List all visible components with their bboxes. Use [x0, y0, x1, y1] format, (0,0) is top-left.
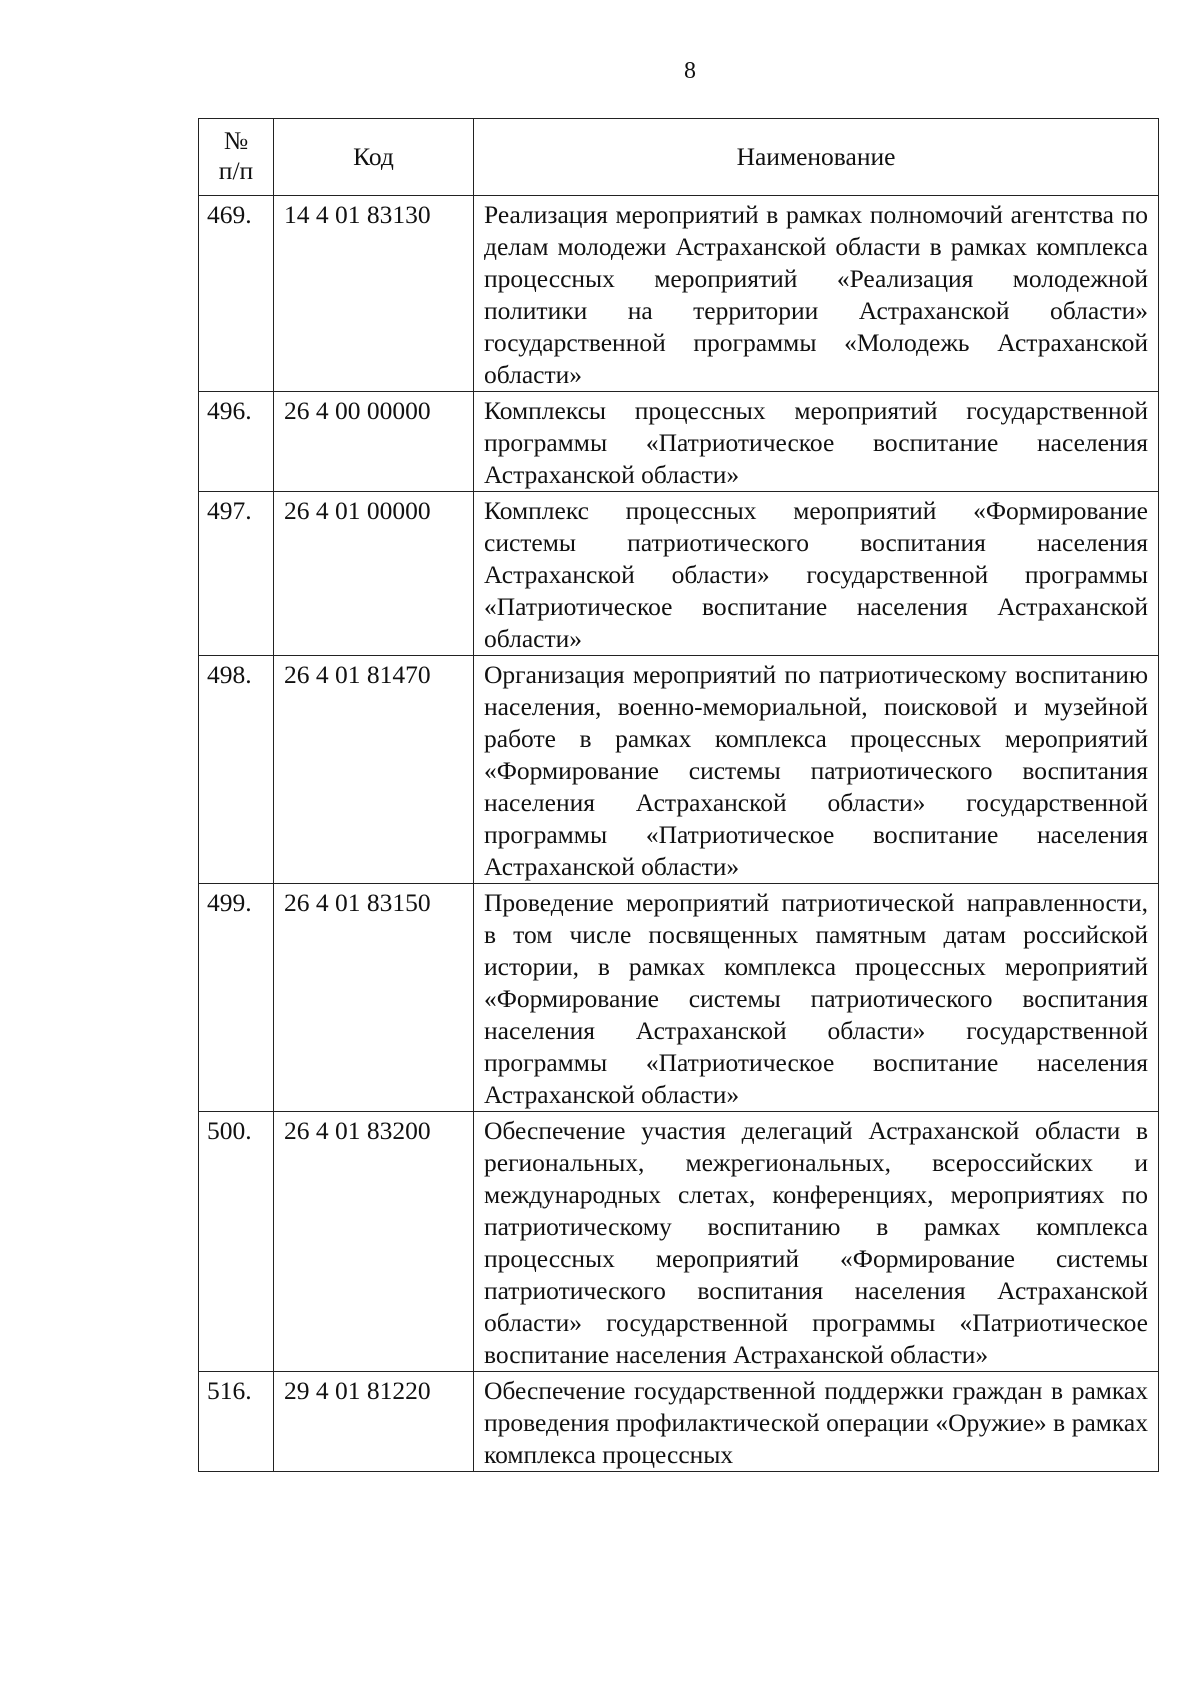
row-number: 497.	[199, 492, 274, 656]
row-number: 500.	[199, 1112, 274, 1372]
row-code: 26 4 01 00000	[274, 492, 474, 656]
row-code: 26 4 00 00000	[274, 392, 474, 492]
row-name: Организация мероприятий по патриотическому воспитанию населения, военно-мемориальной, поисковой и музейной работе в рамках комплекса процессных мероприятий «Формирование системы патриотического воспитания населения Астраханской области» государственной программы «Патриотическое воспитание населения Астраханской области»	[474, 656, 1159, 884]
header-code: Код	[274, 119, 474, 196]
header-number-abbr: п/п	[218, 156, 254, 185]
row-number: 498.	[199, 656, 274, 884]
row-name: Проведение мероприятий патриотической направленности, в том числе посвященных памятным датам российской истории, в рамках комплекса процессных мероприятий «Формирование системы патриотического воспитания населения Астраханской области» государственной программы «Патриотическое воспитание населения Астраханской области»	[474, 884, 1159, 1112]
row-code: 26 4 01 83150	[274, 884, 474, 1112]
row-name: Обеспечение государственной поддержки граждан в рамках проведения профилактической операции «Оружие» в рамках комплекса процессных	[474, 1372, 1159, 1472]
budget-code-table	[198, 118, 1159, 1472]
row-code: 26 4 01 83200	[274, 1112, 474, 1372]
header-number	[199, 119, 274, 196]
row-number: 496.	[199, 392, 274, 492]
table-row	[199, 656, 1159, 884]
table-row	[199, 1372, 1159, 1472]
page-number: 8	[684, 58, 696, 84]
header-number-symbol: №	[223, 126, 249, 155]
row-number: 516.	[199, 1372, 274, 1472]
row-number: 469.	[199, 196, 274, 392]
header-name: Наименование	[474, 119, 1159, 196]
table-row	[199, 392, 1159, 492]
table-header-row	[199, 119, 1159, 196]
table-row	[199, 196, 1159, 392]
row-name: Комплексы процессных мероприятий государственной программы «Патриотическое воспитание населения Астраханской области»	[474, 392, 1159, 492]
table-row	[199, 1112, 1159, 1372]
row-name: Реализация мероприятий в рамках полномочий агентства по делам молодежи Астраханской области в рамках комплекса процессных мероприятий «Реализация молодежной политики на территории Астраханской области» государственной программы «Молодежь Астраханской области»	[474, 196, 1159, 392]
table-row	[199, 884, 1159, 1112]
row-name: Комплекс процессных мероприятий «Формирование системы патриотического воспитания населения Астраханской области» государственной программы «Патриотическое воспитание населения Астраханской области»	[474, 492, 1159, 656]
row-name: Обеспечение участия делегаций Астраханской области в региональных, межрегиональных, всероссийских и международных слетах, конференциях, мероприятиях по патриотическому воспитанию в рамках комплекса процессных мероприятий «Формирование системы патриотического воспитания населения Астраханской области» государственной программы «Патриотическое воспитание населения Астраханской области»	[474, 1112, 1159, 1372]
row-code: 26 4 01 81470	[274, 656, 474, 884]
row-code: 29 4 01 81220	[274, 1372, 474, 1472]
table-row	[199, 492, 1159, 656]
row-code: 14 4 01 83130	[274, 196, 474, 392]
row-number: 499.	[199, 884, 274, 1112]
